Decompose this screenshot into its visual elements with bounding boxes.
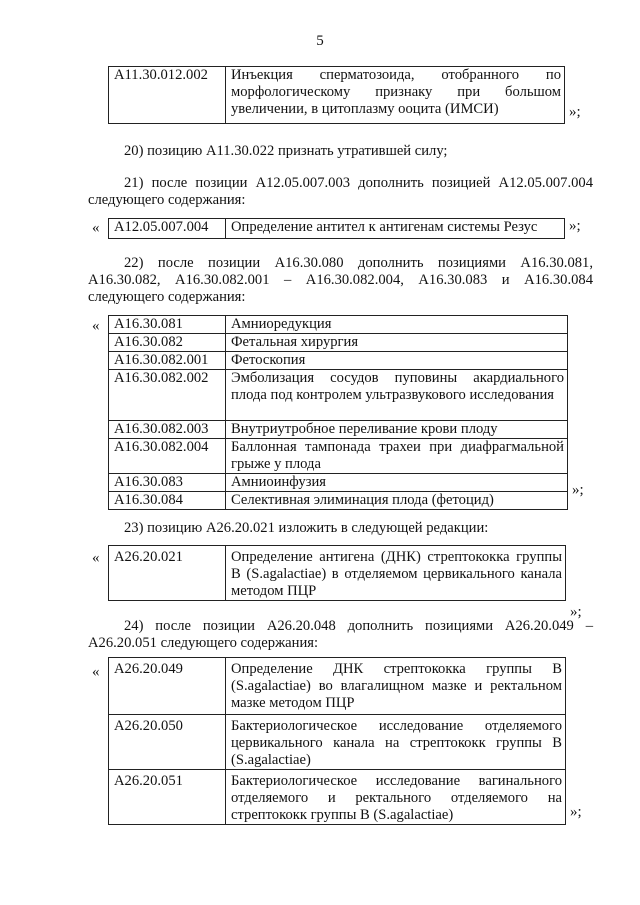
paragraph-item-21 bbox=[88, 175, 593, 209]
table-cell-code: А26.20.021 bbox=[109, 546, 226, 601]
table-cell-description: Фетоскопия bbox=[226, 352, 568, 370]
table-cell-description: Амниоредукция bbox=[226, 316, 568, 334]
closing-quote-mark: »; bbox=[570, 604, 582, 620]
table-cell-description: Бактериологическое исследование вагинального отделяемого и ректального отделяемого на стрептококк группы В (S.agalactiae) bbox=[226, 770, 566, 825]
opening-quote-mark: « bbox=[92, 550, 100, 566]
table-cell-code: А26.20.050 bbox=[109, 715, 226, 770]
table-a11-30-012-002 bbox=[108, 66, 565, 124]
table-row bbox=[109, 421, 568, 439]
table-row bbox=[109, 715, 566, 770]
closing-quote-mark: »; bbox=[569, 218, 581, 234]
table-cell-code: А16.30.082.004 bbox=[109, 439, 226, 474]
paragraph-line: следующего содержания: bbox=[88, 192, 246, 208]
table-row bbox=[109, 770, 566, 825]
table-cell-description: Эмболизация сосудов пуповины акардиального плода под контролем ультразвукового исследования bbox=[226, 370, 568, 421]
paragraph-item-22 bbox=[88, 255, 593, 306]
table-cell-code: А16.30.084 bbox=[109, 492, 226, 510]
opening-quote-mark: « bbox=[92, 220, 100, 236]
table-cell-code: А16.30.082.001 bbox=[109, 352, 226, 370]
paragraph-line: 22) после позиции А16.30.080 дополнить позициями А16.30.081, bbox=[124, 255, 593, 271]
table-cell-code: А16.30.081 bbox=[109, 316, 226, 334]
table-cell-description: Определение ДНК стрептококка группы В (S.agalactiae) во влагалищном мазке и ректальном мазке методом ПЦР bbox=[226, 658, 566, 715]
paragraph-item-20: 20) позицию А11.30.022 признать утратившей силу; bbox=[124, 143, 448, 159]
table-row bbox=[109, 439, 568, 474]
closing-quote-mark: »; bbox=[570, 804, 582, 820]
table-cell-code: А16.30.083 bbox=[109, 474, 226, 492]
table-a16-30 bbox=[108, 315, 568, 510]
table-row bbox=[109, 658, 566, 715]
table-row bbox=[109, 219, 565, 239]
table-cell-description: Селективная элиминация плода (фетоцид) bbox=[226, 492, 568, 510]
table-cell-description: Определение антигена (ДНК) стрептококка группы В (S.agalactiae) в отделяемом цервикального канала методом ПЦР bbox=[226, 546, 566, 601]
table-row bbox=[109, 67, 565, 124]
table-cell-code: А26.20.049 bbox=[109, 658, 226, 715]
table-cell-code: А11.30.012.002 bbox=[109, 67, 226, 124]
table-cell-description: Инъекция сперматозоида, отобранного по морфологическому признаку при большом увеличении, в цитоплазму ооцита (ИМСИ) bbox=[226, 67, 565, 124]
table-cell-code: А16.30.082.002 bbox=[109, 370, 226, 421]
opening-quote-mark: « bbox=[92, 664, 100, 680]
paragraph-line: следующего содержания: bbox=[88, 289, 246, 305]
table-row bbox=[109, 316, 568, 334]
table-cell-description: Определение антител к антигенам системы Резус bbox=[226, 219, 565, 239]
paragraph-item-23: 23) позицию А26.20.021 изложить в следующей редакции: bbox=[124, 520, 489, 536]
paragraph-item-24 bbox=[88, 618, 593, 652]
table-row bbox=[109, 352, 568, 370]
table-cell-description: Бактериологическое исследование отделяемого цервикального канала на стрептококк группы В (S.agalactiae) bbox=[226, 715, 566, 770]
table-row bbox=[109, 334, 568, 352]
closing-quote-mark: »; bbox=[569, 104, 581, 120]
table-cell-code: А16.30.082.003 bbox=[109, 421, 226, 439]
table-cell-description: Внутриутробное переливание крови плоду bbox=[226, 421, 568, 439]
table-cell-code: А16.30.082 bbox=[109, 334, 226, 352]
page-number: 5 bbox=[316, 33, 324, 49]
closing-quote-mark: »; bbox=[572, 482, 584, 498]
paragraph-line: 24) после позиции А26.20.048 дополнить позициями А26.20.049 – bbox=[124, 618, 593, 634]
table-cell-description: Фетальная хирургия bbox=[226, 334, 568, 352]
paragraph-line: А16.30.082, А16.30.082.001 – А16.30.082.004, А16.30.083 и А16.30.084 bbox=[88, 272, 593, 288]
table-row bbox=[109, 492, 568, 510]
paragraph-line: А26.20.051 следующего содержания: bbox=[88, 635, 319, 651]
table-cell-code: А26.20.051 bbox=[109, 770, 226, 825]
table-row bbox=[109, 474, 568, 492]
opening-quote-mark: « bbox=[92, 318, 100, 334]
table-a12-05-007-004 bbox=[108, 218, 565, 239]
table-cell-code: А12.05.007.004 bbox=[109, 219, 226, 239]
table-a26-20-021 bbox=[108, 545, 566, 601]
paragraph-line: 21) после позиции А12.05.007.003 дополнить позицией А12.05.007.004 bbox=[124, 175, 593, 191]
table-cell-description: Баллонная тампонада трахеи при диафрагмальной грыже у плода bbox=[226, 439, 568, 474]
table-a26-20-049-051 bbox=[108, 657, 566, 825]
table-cell-description: Амниоинфузия bbox=[226, 474, 568, 492]
table-row bbox=[109, 546, 566, 601]
table-row bbox=[109, 370, 568, 421]
